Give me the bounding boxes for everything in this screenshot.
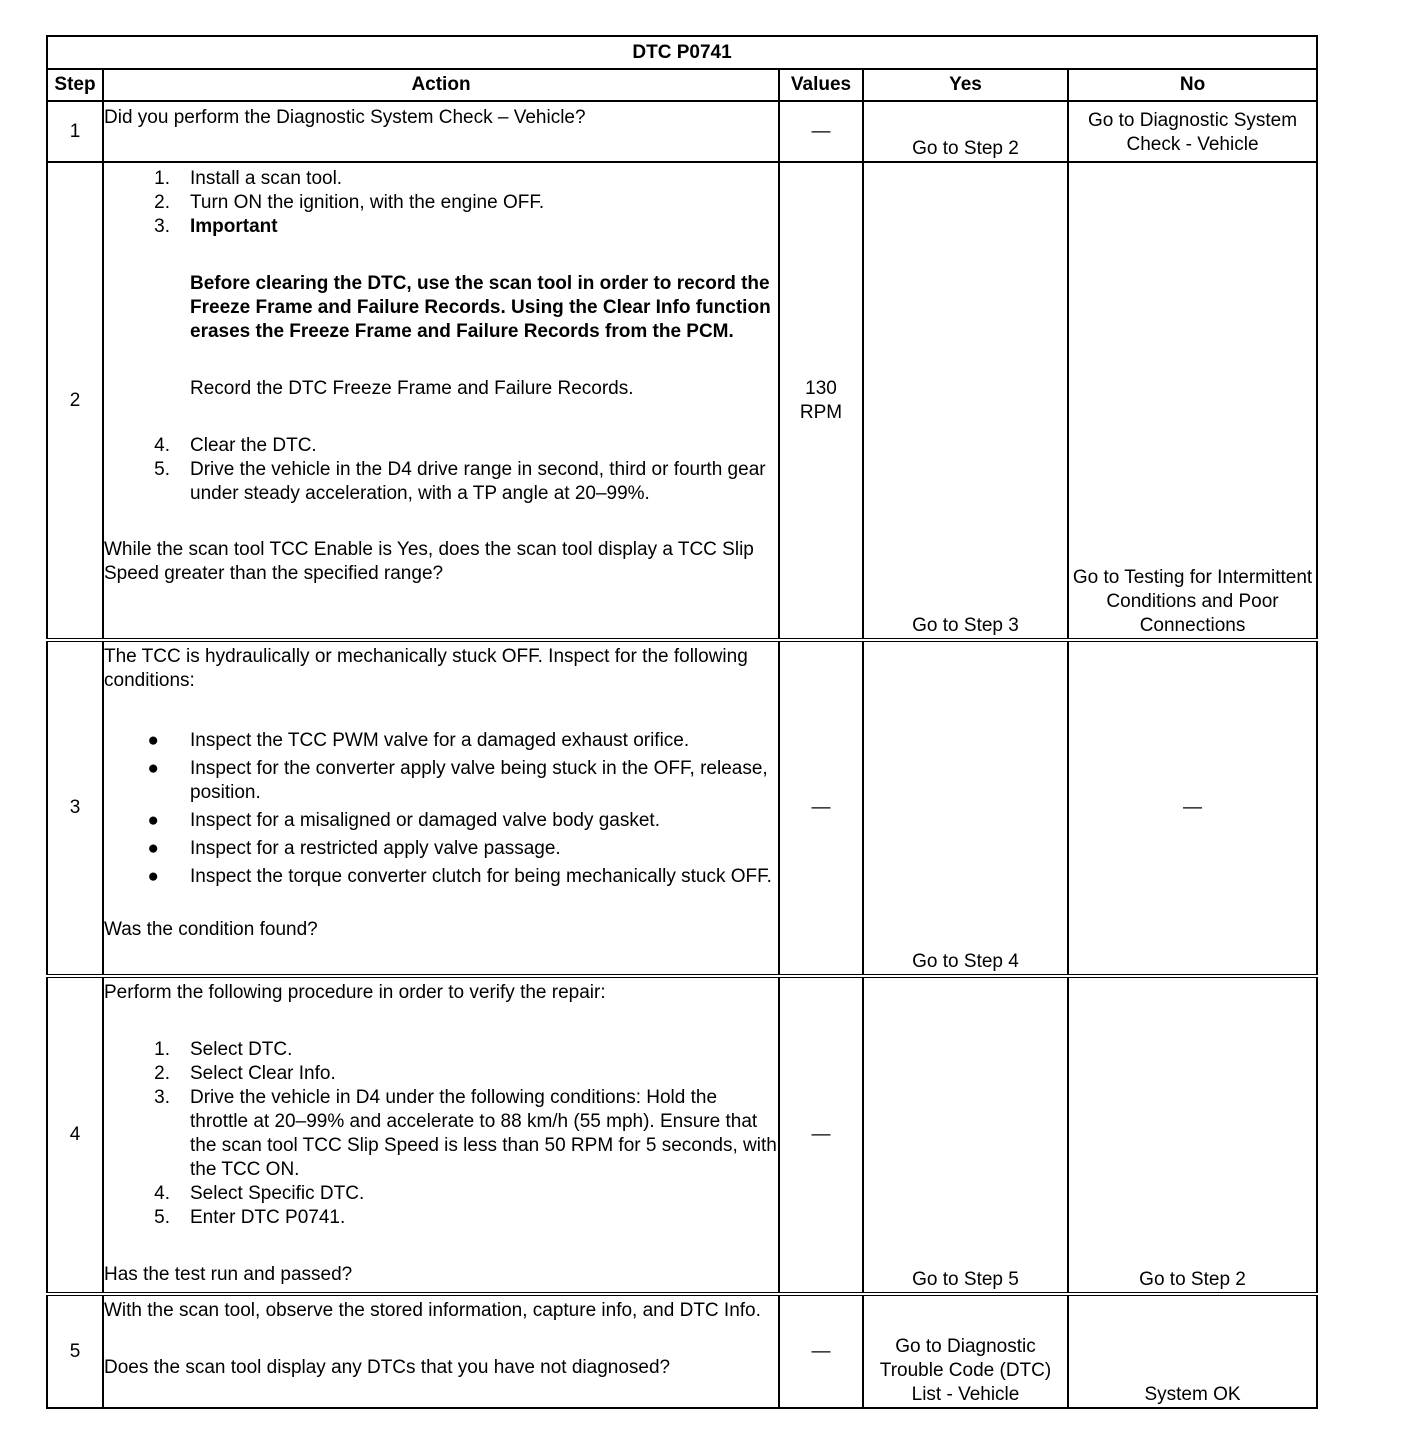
action-cell (103, 1294, 779, 1408)
list-item: ● Inspect the TCC PWM valve for a damaged exhaust orifice. (147, 730, 690, 751)
no-cell: Go to Diagnostic System Check - Vehicle (1068, 101, 1317, 162)
header-row (47, 69, 1317, 101)
action-question: Has the test run and passed? (104, 1264, 353, 1285)
list-item: 2. Select Clear Info. (154, 1063, 336, 1084)
action-question: Does the scan tool display any DTCs that you have not diagnosed? (104, 1357, 671, 1378)
yes-cell: Go to Step 3 (863, 162, 1068, 640)
list-item: 1. Install a scan tool. (154, 168, 343, 189)
list-item: 3. Important (154, 216, 278, 237)
table-title: DTC P0741 (47, 36, 1317, 69)
header-values: Values (779, 69, 863, 101)
no-cell: — (1068, 640, 1317, 976)
list-item: ● Inspect the torque converter clutch for being mechanically stuck OFF. (147, 866, 772, 887)
action-question: Was the condition found? (104, 919, 318, 940)
list-item: 3. Drive the vehicle in D4 under the following conditions: Hold the throttle at 20–99% and accelerate to 88 km/h (55 mph). Ensure that the scan tool TCC Slip Speed is less than 50 RPM for 5 seconds, with the TCC ON. (154, 1087, 777, 1180)
yes-cell: Go to Diagnostic Trouble Code (DTC) List - Vehicle (863, 1294, 1068, 1408)
yes-cell: Go to Step 2 (863, 101, 1068, 162)
no-cell: Go to Testing for Intermittent Conditions and Poor Connections (1068, 162, 1317, 640)
action-cell (103, 976, 779, 1294)
list-item: 5. Enter DTC P0741. (154, 1207, 346, 1228)
step-number: 1 (47, 101, 103, 162)
step-number: 4 (47, 976, 103, 1294)
list-item: ● Inspect for the converter apply valve being stuck in the OFF, release, position. (147, 758, 768, 803)
value-unit: RPM (799, 401, 843, 423)
list-item: ● Inspect for a misaligned or damaged valve body gasket. (147, 810, 660, 831)
value-cell (779, 162, 863, 640)
table-row (47, 101, 1317, 162)
value-cell: — (779, 101, 863, 162)
list-item: 2. Turn ON the ignition, with the engine OFF. (154, 192, 545, 213)
yes-cell: Go to Step 5 (863, 976, 1068, 1294)
record-instruction: Record the DTC Freeze Frame and Failure Records. (190, 378, 634, 399)
action-cell (103, 162, 779, 640)
value-cell: — (779, 1294, 863, 1408)
list-item: 4. Clear the DTC. (154, 435, 317, 456)
no-cell: Go to Step 2 (1068, 976, 1317, 1294)
important-note: Before clearing the DTC, use the scan tool in order to record the Freeze Frame and Failure Records. Using the Clear Info function erases the Freeze Frame and Failure Records from the PCM. (190, 273, 771, 342)
action-question: Did you perform the Diagnostic System Check – Vehicle? (104, 107, 586, 128)
header-action: Action (103, 69, 779, 101)
step-number: 2 (47, 162, 103, 640)
table-row (47, 162, 1317, 640)
no-cell: System OK (1068, 1294, 1317, 1408)
action-cell (103, 101, 779, 162)
list-item: 1. Select DTC. (154, 1039, 293, 1060)
step-number: 5 (47, 1294, 103, 1408)
list-item: 4. Select Specific DTC. (154, 1183, 365, 1204)
step-number: 3 (47, 640, 103, 976)
action-cell (103, 640, 779, 976)
yes-cell: Go to Step 4 (863, 640, 1068, 976)
list-item: ● Inspect for a restricted apply valve passage. (147, 838, 561, 859)
table-row (47, 976, 1317, 1294)
table-row (47, 640, 1317, 976)
value-cell: — (779, 640, 863, 976)
list-item: 5. Drive the vehicle in the D4 drive range in second, third or fourth gear under steady acceleration, with a TP angle at 20–99%. (154, 459, 766, 504)
table-row (47, 1294, 1317, 1408)
header-no: No (1068, 69, 1317, 101)
action-question: While the scan tool TCC Enable is Yes, does the scan tool display a TCC Slip Speed greater than the specified range? (104, 539, 754, 584)
action-intro: Perform the following procedure in order to verify the repair: (104, 982, 606, 1003)
value-cell: — (779, 976, 863, 1294)
value-number: 130 (805, 377, 837, 399)
action-intro: The TCC is hydraulically or mechanically stuck OFF. Inspect for the following conditions: (104, 646, 748, 691)
header-step: Step (47, 69, 103, 101)
action-intro: With the scan tool, observe the stored information, capture info, and DTC Info. (104, 1300, 761, 1321)
dtc-p0741-table (46, 35, 1318, 1409)
header-yes: Yes (863, 69, 1068, 101)
